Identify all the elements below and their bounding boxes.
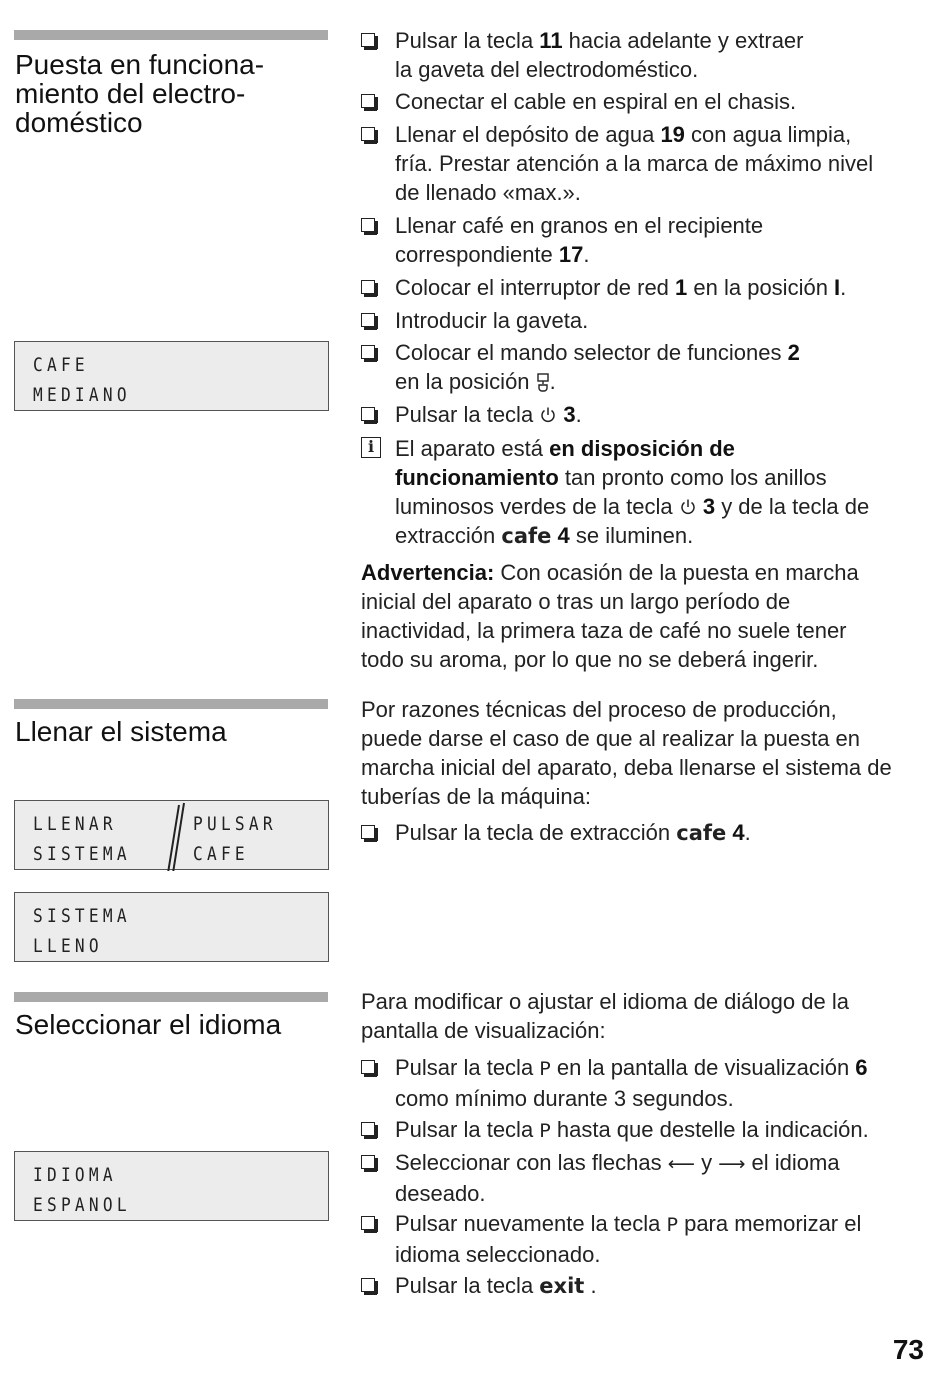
- power-icon: [679, 494, 697, 519]
- note-text: y de la tecla de: [715, 494, 870, 519]
- warning-text: Con ocasión de la puesta en marcha: [494, 560, 859, 585]
- display-panel-cafe-mediano: [14, 341, 329, 411]
- step-text: Llenar café en granos en el recipiente: [395, 213, 764, 238]
- list-item: [361, 400, 936, 429]
- step-text: y: [694, 1150, 719, 1175]
- cafe-key-label: cafe: [501, 524, 552, 548]
- section-rule-1: [14, 30, 328, 40]
- display-panel-sistema-lleno: [14, 892, 329, 962]
- list-item: [361, 120, 936, 207]
- list-item: [361, 1053, 936, 1113]
- display-line-2: LLENO: [33, 935, 103, 957]
- ref-number: 1: [675, 275, 688, 300]
- step-text: Pulsar la tecla: [395, 402, 540, 427]
- paragraph: [361, 987, 936, 1045]
- checkbox-bullet-icon: [361, 1060, 375, 1074]
- paragraph-line: pantalla de visualización:: [361, 1018, 606, 1043]
- heading-line: Puesta en funciona-: [15, 49, 265, 80]
- warning-text: todo su aroma, por lo que no se deberá ingerir.: [361, 647, 819, 672]
- list-item: [361, 306, 936, 335]
- ref-number: 11: [539, 28, 563, 53]
- checkbox-bullet-icon: [361, 313, 375, 327]
- warning-label: Advertencia:: [361, 560, 495, 585]
- display-line-1: CAFE: [33, 354, 89, 376]
- step-text: para memorizar el: [677, 1211, 862, 1236]
- note-text: luminosos verdes de la tecla: [395, 494, 679, 519]
- warning-text: inactividad, la primera taza de café no suele tener: [361, 618, 847, 643]
- list-item: [361, 87, 936, 116]
- ref-number: 4: [551, 523, 570, 548]
- note-text: se iluminen.: [569, 523, 694, 548]
- p-key-label: P: [666, 1214, 678, 1236]
- note-text: tan pronto como los anillos: [558, 465, 827, 490]
- paragraph-line: Para modificar o ajustar el idioma de diálogo de la: [361, 989, 849, 1014]
- list-item: [361, 818, 936, 848]
- warning-paragraph: [361, 558, 936, 674]
- checkbox-bullet-icon: [361, 127, 375, 141]
- note-text: extracción: [395, 523, 502, 548]
- heading-seleccionar-idioma: Seleccionar el idioma: [15, 1009, 282, 1040]
- step-text: Llenar el depósito de agua: [395, 122, 661, 147]
- display-panel-idioma: [14, 1151, 329, 1221]
- ref-number: 19: [660, 122, 685, 147]
- step-text: .: [840, 275, 847, 300]
- step-text: la gaveta del electrodoméstico.: [395, 57, 699, 82]
- checkbox-bullet-icon: [361, 218, 375, 232]
- step-text: Conectar el cable en espiral en el chasis.: [395, 89, 797, 114]
- step-text: Introducir la gaveta.: [395, 308, 589, 333]
- list-item: [361, 1271, 936, 1301]
- checkbox-bullet-icon: [361, 33, 375, 47]
- checkbox-bullet-icon: [361, 407, 375, 421]
- display-line-2: MEDIANO: [33, 384, 131, 406]
- step-text: Pulsar la tecla: [395, 1117, 540, 1142]
- ref-number: 4: [726, 820, 745, 845]
- checkbox-bullet-icon: [361, 1216, 375, 1230]
- step-text: Pulsar la tecla: [395, 28, 540, 53]
- step-text: Pulsar la tecla: [395, 1273, 540, 1298]
- step-text: Pulsar la tecla de extracción: [395, 820, 677, 845]
- step-text: fría. Prestar atención a la marca de máximo nivel: [395, 151, 874, 176]
- step-text: con agua limpia,: [684, 122, 852, 147]
- checkbox-bullet-icon: [361, 1122, 375, 1136]
- arrow-right-icon: ⟶: [718, 1153, 746, 1175]
- warning-text: inicial del aparato o tras un largo período de: [361, 589, 791, 614]
- p-key-label: P: [539, 1120, 551, 1142]
- checkbox-bullet-icon: [361, 825, 375, 839]
- list-item: [361, 211, 936, 269]
- switch-position: I: [834, 275, 841, 300]
- p-key-label: P: [539, 1058, 551, 1080]
- heading-puesta-en-funcionamiento: [15, 50, 335, 137]
- list-item: [361, 1115, 936, 1146]
- step-text: como mínimo durante 3 segundos.: [395, 1086, 734, 1111]
- ref-number: 3: [702, 494, 716, 519]
- list-item: [361, 1209, 936, 1269]
- checkbox-bullet-icon: [361, 345, 375, 359]
- display-line-1: IDIOMA: [33, 1164, 117, 1186]
- power-icon: [539, 402, 557, 427]
- step-text: el idioma: [745, 1150, 840, 1175]
- section-rule-2: [14, 699, 328, 709]
- step-text: en la posición: [395, 369, 536, 394]
- page-number: 73: [892, 1334, 924, 1365]
- cafe-key-label: cafe: [676, 821, 727, 845]
- checkbox-bullet-icon: [361, 1155, 375, 1169]
- step-text: deseado.: [395, 1181, 486, 1206]
- paragraph-line: Por razones técnicas del proceso de producción,: [361, 697, 837, 722]
- step-text: hasta que destelle la indicación.: [550, 1117, 869, 1142]
- paragraph-line: puede darse el caso de que al realizar la puesta en: [361, 726, 861, 751]
- display-line-2: ESPANOL: [33, 1194, 131, 1216]
- note-text: El aparato está: [395, 436, 550, 461]
- step-text: idioma seleccionado.: [395, 1242, 601, 1267]
- list-item: [361, 26, 936, 84]
- display-line-1-alt: PULSAR: [193, 813, 277, 835]
- step-text: de llenado «max.».: [395, 180, 581, 205]
- step-text: .: [549, 369, 556, 394]
- step-text: correspondiente: [395, 242, 559, 267]
- step-text: .: [744, 820, 751, 845]
- heading-line: miento del electro-: [15, 78, 246, 109]
- list-item: [361, 1148, 936, 1208]
- note-emphasis: en disposición de: [549, 436, 735, 461]
- step-text: en la pantalla de visualización: [550, 1055, 856, 1080]
- paragraph: [361, 695, 936, 811]
- section-rule-3: [14, 992, 328, 1002]
- heading-line: doméstico: [15, 107, 143, 138]
- ref-number: 6: [855, 1055, 868, 1080]
- display-line-2: SISTEMA: [33, 843, 131, 865]
- step-text: Seleccionar con las flechas: [395, 1150, 668, 1175]
- ref-number: 2: [787, 340, 800, 365]
- step-text: .: [583, 242, 590, 267]
- info-icon: i: [361, 437, 381, 458]
- display-line-2-alt: CAFE: [193, 843, 249, 865]
- alternating-display-separator-icon: [163, 801, 187, 871]
- step-text: Pulsar la tecla: [395, 1055, 540, 1080]
- ref-number: 3: [563, 402, 576, 427]
- checkbox-bullet-icon: [361, 94, 375, 108]
- step-text: Colocar el interruptor de red: [395, 275, 676, 300]
- step-text: Pulsar nuevamente la tecla: [395, 1211, 667, 1236]
- list-item: [361, 338, 936, 396]
- display-line-1: LLENAR: [33, 813, 117, 835]
- paragraph-line: marcha inicial del aparato, deba llenarse el sistema de: [361, 755, 892, 780]
- step-text: .: [584, 1273, 597, 1298]
- step-text: Colocar el mando selector de funciones: [395, 340, 788, 365]
- step-text: .: [575, 402, 582, 427]
- arrow-left-icon: ⟵: [667, 1153, 695, 1175]
- display-line-1: SISTEMA: [33, 905, 131, 927]
- display-panel-llenar-sistema: [14, 800, 329, 870]
- ref-number: 17: [558, 242, 584, 267]
- checkbox-bullet-icon: [361, 280, 375, 294]
- heading-llenar-sistema: Llenar el sistema: [15, 716, 227, 747]
- paragraph-line: tuberías de la máquina:: [361, 784, 591, 809]
- note-emphasis: funcionamiento: [395, 465, 559, 490]
- list-item: [361, 273, 936, 302]
- step-text: hacia adelante y extraer: [562, 28, 804, 53]
- checkbox-bullet-icon: [361, 1278, 375, 1292]
- step-text: en la posición: [687, 275, 835, 300]
- info-note: [361, 434, 936, 551]
- exit-key-label: exit: [539, 1274, 585, 1298]
- cup-position-icon: [536, 369, 550, 394]
